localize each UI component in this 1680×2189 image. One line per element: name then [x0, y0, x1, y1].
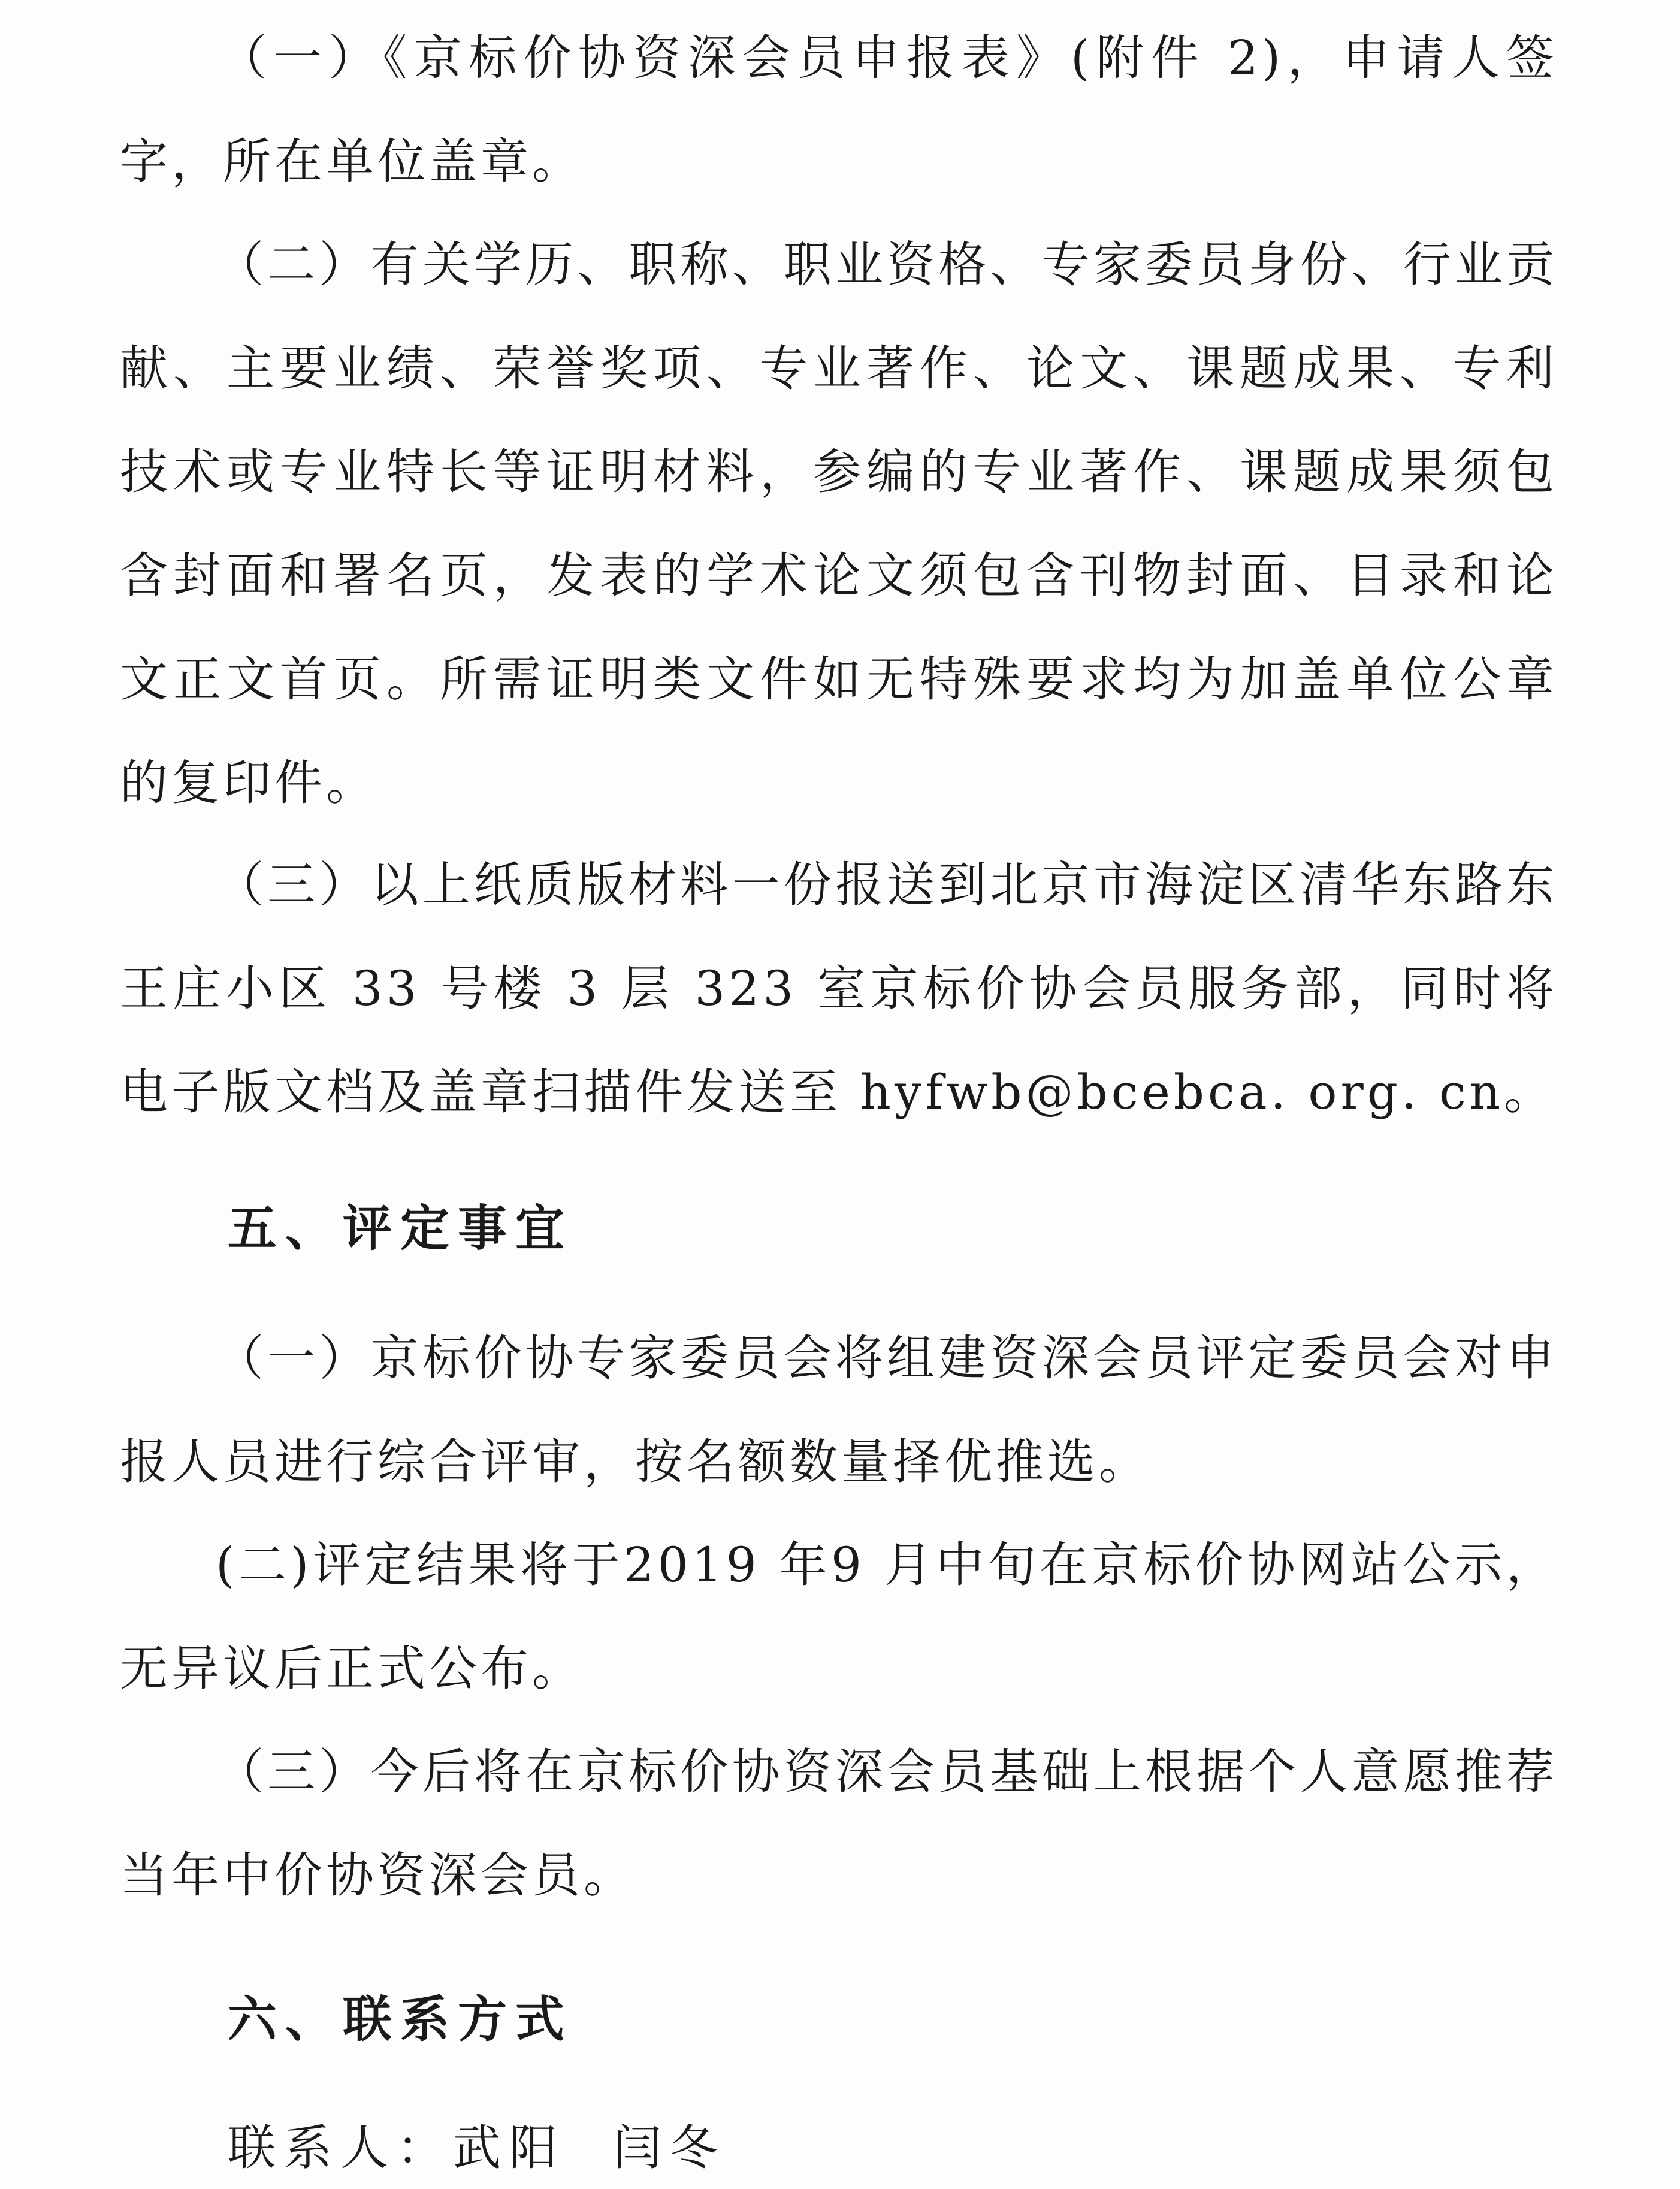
section4-item1: （一）《京标价协资深会员申报表》(附件 2)，申请人签字，所在单位盖章。: [120, 30, 1558, 189]
section5-item2: (二)评定结果将于2019 年9 月中旬在京标价协网站公示，无异议后正式公布。: [120, 1537, 1558, 1696]
section4-item2: （二）有关学历、职称、职业资格、专家委员身份、行业贡献、主要业绩、荣誉奖项、专业著作、论文、课题成果、专利技术或专业特长等证明材料，参编的专业著作、课题成果须包含封面和署名页，发表的学术论文须包含刊物封面、目录和论文正文首页。所需证明类文件如无特殊要求均为加盖单位公章的复印件。: [120, 237, 1558, 811]
contact-line: [228, 2109, 726, 2178]
section5-item3: （三）今后将在京标价协资深会员基础上根据个人意愿推荐当年中价协资深会员。: [120, 1744, 1558, 1903]
section6-heading: 六、联系方式: [228, 1991, 573, 2048]
section5-heading: 五、评定事宜: [228, 1200, 573, 1257]
section5-item1: （一）京标价协专家委员会将组建资深会员评定委员会对申报人员进行综合评审，按名额数量择优推选。: [120, 1330, 1558, 1490]
contact-name-1: 武阳: [453, 2120, 566, 2176]
section4-item3: （三）以上纸质版材料一份报送到北京市海淀区清华东路东王庄小区 33 号楼 3 层 323 室京标价协会员服务部，同时将电子版文档及盖章扫描件发送至 hyfwb@bcebca. org. cn。: [120, 857, 1558, 1120]
contact-name-2: 闫冬: [614, 2120, 726, 2176]
contact-label: 联系人：: [228, 2120, 453, 2176]
